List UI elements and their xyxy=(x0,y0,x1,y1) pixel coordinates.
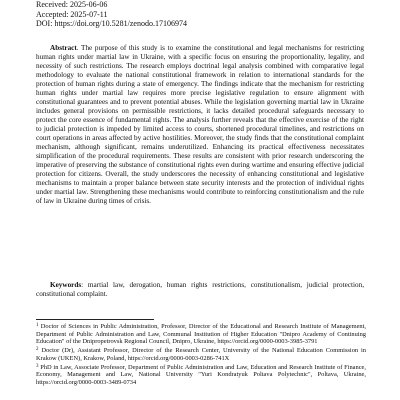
abstract-text: . The purpose of this study is to examine the constitutional and legal mechanisms for restricting human rights under martial law in Ukraine, with a specific focus on ensuring the proportionality, legality, and necessity of such restrictions. The research employs doctrinal legal analysis combined with comparative legal methodology to evaluate the national constitutional framework in relation to international standards for the protection of human rights during a state of emergency. The findings indicate that the mechanism for restricting human rights under martial law requires more precise legislative regulation to ensure alignment with constitutional guarantees and to prevent potential abuses. While the legislation governing martial law in Ukraine includes general provisions on permissible restrictions, it lacks detailed procedural safeguards necessary to protect the core essence of fundamental rights. The analysis further reveals that the effective exercise of the right to judicial protection is impeded by limited access to courts, shortened procedural timelines, and restrictions on court operations in areas affected by active hostilities. Moreover, the study finds that the constitutional complaint mechanism, although significant, remains underutilized. Enhancing its practical effectiveness necessitates simplification of the procedural requirements. These results are consistent with prior research underscoring the imperative of preserving the substance of constitutional rights even during wartime and ensuring effective judicial protection for citizens. Overall, the study underscores the necessity of enhancing constitutional and legislative mechanisms to maintain a proper balance between state security interests and the protection of individual rights under martial law. Strengthening these mechanisms would contribute to reinforcing constitutionalism and the rule of law in Ukraine during times of crisis. xyxy=(36,44,364,205)
footnote-1 xyxy=(36,323,366,346)
footnote-mark-3: 3 xyxy=(36,363,39,369)
keywords-label: Keywords xyxy=(50,281,82,289)
keywords-text: : martial law, derogation, human rights restrictions, constitutionalism, judicial protection, constitutional complaint. xyxy=(36,281,364,298)
abstract-paragraph xyxy=(36,44,364,206)
footnote-mark-1: 1 xyxy=(36,323,39,328)
footnotes xyxy=(36,323,366,388)
footnote-text-3: PhD in Law, Associate Professor, Department of Public Administration and Law, Education and Research Institute of Finance, Economy, Management and Law, National University "Yuri Kondratyuk Poltava Polytechnic", Poltava, Ukraine, https://orcid.org/0000-0003-3489-0734 xyxy=(36,363,366,386)
keywords-paragraph xyxy=(36,281,364,299)
received-date: Received: 2025-06-06 xyxy=(36,0,108,9)
footnote-2 xyxy=(36,347,366,362)
footnote-separator xyxy=(36,319,154,320)
footnote-text-1: Doctor of Sciences in Public Administration, Professor, Director of the Educational and Research Institute of Management, Department of Public Administration and Law, Communal Institution of Higher Education "Dnipro Academy of Continuing Education" of the Dnipropetrovsk Regional Council, Dnipro, Ukraine, https://orcid.org/0000-0003-3985-3791 xyxy=(36,323,366,346)
doi-link[interactable]: DOI: https://doi.org/10.5281/zenodo.17106974 xyxy=(36,19,187,29)
footnote-text-2: Doctor (Dr), Assistant Professor, Director of the Research Center, University of the National Education Commission in Krakow (UKEN), Krakow, Poland, https://orcid.org/0000-0003-0286-741X xyxy=(36,347,366,362)
abstract-label: Abstract xyxy=(50,44,77,52)
footnote-mark-2: 2 xyxy=(36,347,39,353)
accepted-date: Accepted: 2025-07-11 xyxy=(36,9,108,19)
article-metadata xyxy=(36,0,366,29)
footnote-3 xyxy=(36,364,366,387)
